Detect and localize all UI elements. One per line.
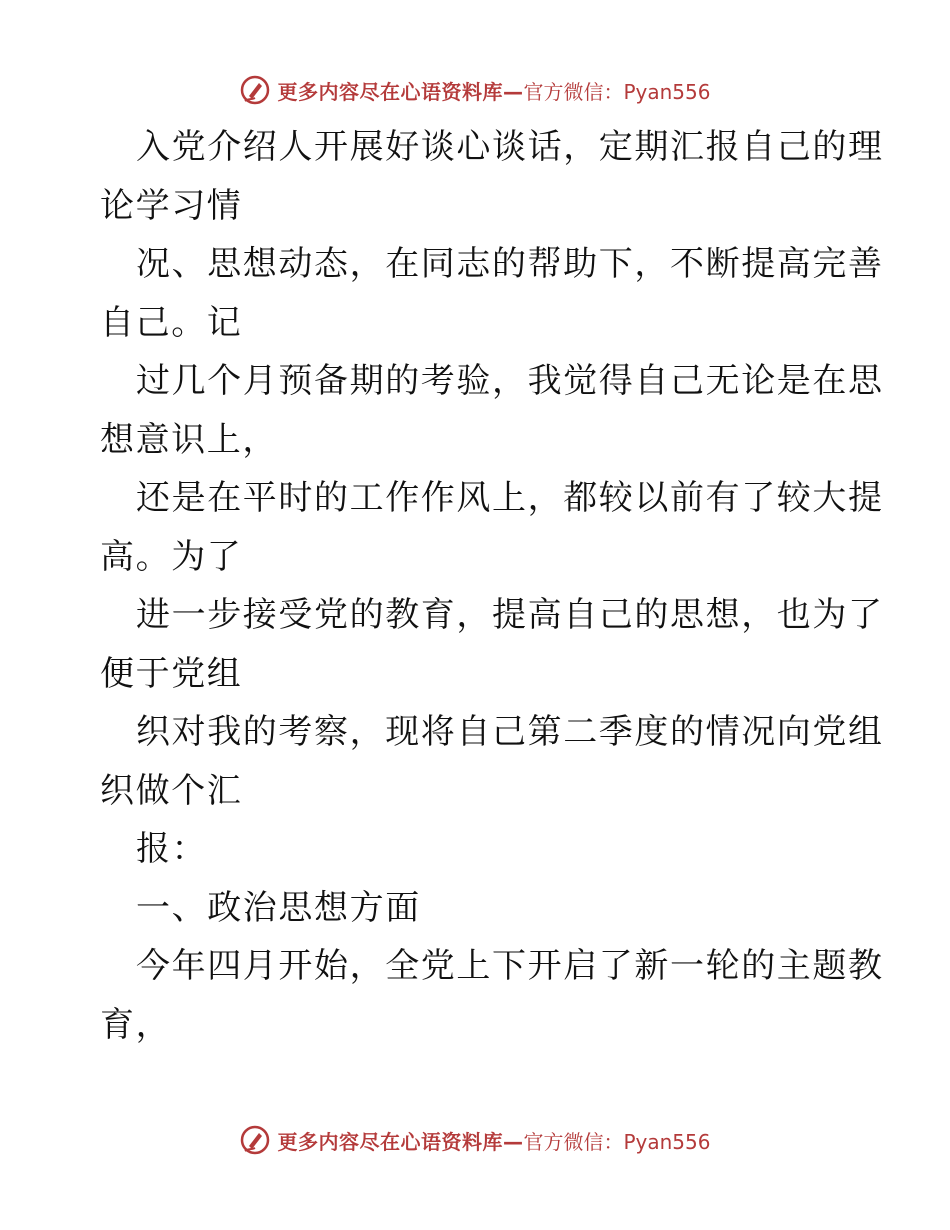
header-banner-text: 更多内容尽在心语资料库—	[277, 79, 524, 104]
text-line: 高。为了	[100, 536, 243, 577]
footer-banner-wechat: 官方微信：Pyan556	[523, 1129, 711, 1154]
text-line: 报：	[136, 829, 208, 869]
text-line: 进一步接受党的教育，提高自己的思想，也为了	[136, 595, 884, 635]
text-line: 自己。记	[100, 302, 243, 343]
pen-logo-icon	[239, 1124, 271, 1156]
text-line: 入党介绍人开展好谈心谈话，定期汇报自己的理	[136, 127, 884, 167]
text-line: 论学习情	[100, 185, 243, 226]
text-line: 便于党组	[100, 653, 243, 694]
text-line: 今年四月开始，全党上下开启了新一轮的主题教	[136, 946, 884, 986]
text-line: 织做个汇	[100, 770, 243, 811]
header-banner	[0, 70, 950, 110]
text-line: 况、思想动态，在同志的帮助下，不断提高完善	[136, 244, 884, 284]
text-line: 织对我的考察，现将自己第二季度的情况向党组	[136, 712, 884, 752]
text-line: 过几个月预备期的考验，我觉得自己无论是在思	[136, 361, 884, 401]
section-heading: 一、政治思想方面	[136, 887, 421, 928]
document-body	[100, 118, 884, 1054]
text-line: 还是在平时的工作作风上，都较以前有了较大提	[136, 478, 884, 518]
pen-logo-icon	[239, 74, 271, 106]
text-line: 育，	[100, 1004, 172, 1045]
footer-banner-text: 更多内容尽在心语资料库—	[277, 1129, 524, 1154]
footer-banner	[0, 1120, 950, 1160]
text-line: 想意识上，	[100, 419, 278, 460]
header-banner-wechat: 官方微信：Pyan556	[523, 79, 711, 104]
